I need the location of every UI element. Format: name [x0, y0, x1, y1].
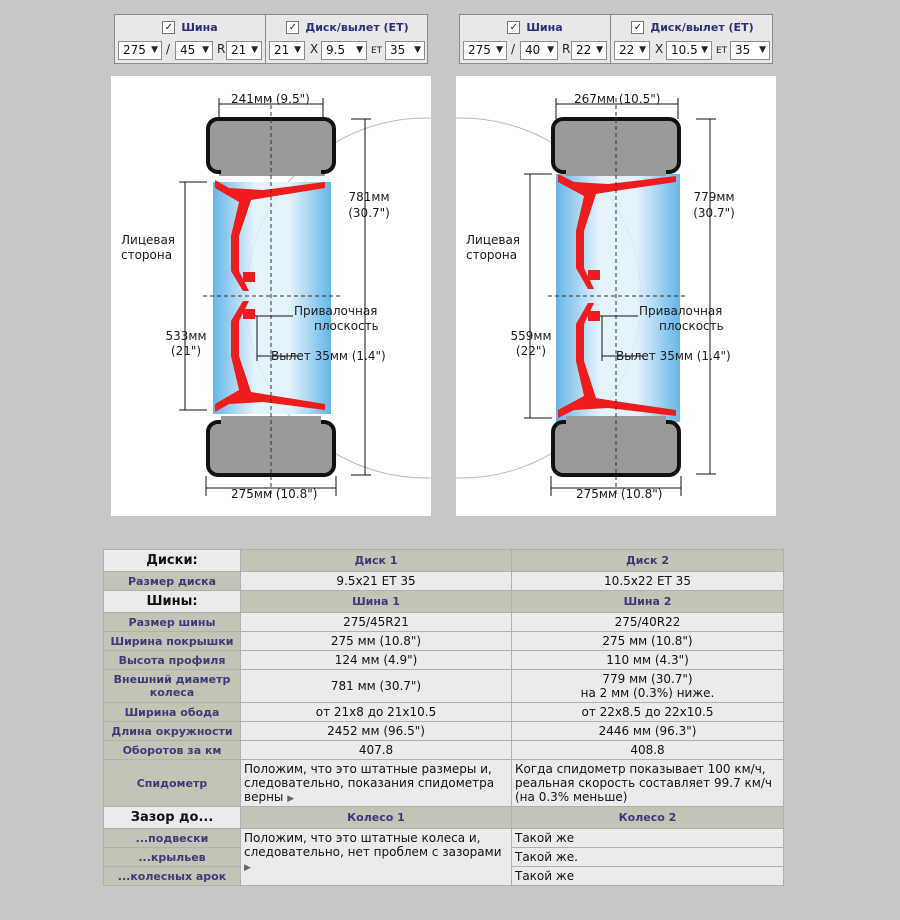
x-separator: X: [655, 42, 664, 56]
et-separator: ET: [371, 46, 383, 56]
profile-height-1: 124 мм (4.9"): [241, 651, 512, 670]
tire-profile-select[interactable]: 40 ▼: [520, 41, 558, 60]
fenders-2: Такой же.: [512, 848, 784, 867]
circumference-1: 2452 мм (96.5"): [241, 722, 512, 741]
tire-width-label: 275мм (10.8"): [231, 487, 318, 501]
tire-width-select[interactable]: 275 ▼: [118, 41, 162, 60]
expand-arrow-icon[interactable]: ▶: [244, 863, 251, 873]
profile-height-label: Высота профиля: [104, 651, 241, 670]
face-side-label-2: сторона: [466, 248, 518, 262]
disk-diameter-select[interactable]: 22 ▼: [614, 41, 650, 60]
rim-diameter-mm-label: 559мм: [510, 329, 552, 343]
revs-label: Оборотов за км: [104, 741, 241, 760]
outer-diameter-2-value: 779 мм (30.7"): [602, 672, 693, 686]
table-row: [104, 632, 784, 651]
tire-width-1: 275 мм (10.8"): [241, 632, 512, 651]
disk-width-select[interactable]: 9.5 ▼: [321, 41, 367, 60]
rim-diameter-in-label: (22"): [515, 344, 547, 358]
tire-check-label: Шина: [526, 20, 563, 34]
x-separator: X: [310, 42, 319, 56]
rim-diameter-mm-label: 533мм: [165, 329, 207, 343]
disk-checkbox[interactable]: ✓: [286, 21, 299, 34]
tire-width-label: 275мм (10.8"): [576, 487, 663, 501]
rim-diameter-in-label: (21"): [170, 344, 202, 358]
mount-plane-label: Привалочная: [294, 304, 378, 318]
face-side-label-2: сторона: [121, 248, 173, 262]
comparison-table: [103, 549, 784, 886]
disk-size-label: Размер диска: [104, 572, 241, 591]
speedo-1-cell[interactable]: [241, 760, 512, 807]
table-row: [104, 722, 784, 741]
speedo-label: Спидометр: [104, 760, 241, 807]
outer-diameter-mm-label: 779мм: [693, 190, 735, 204]
clearance-1: Положим, что это штатные колеса и, следовательно, нет проблем с зазорами: [244, 831, 502, 859]
mount-plane-label-2: плоскость: [659, 319, 724, 333]
arches-label: ...колесных арок: [104, 867, 241, 886]
tires-section-header: Шины:: [104, 591, 241, 613]
disk1-header: Диск 1: [241, 550, 512, 572]
disk-width-select[interactable]: 10.5 ▼: [666, 41, 712, 60]
table-row: [104, 703, 784, 722]
table-row: [104, 760, 784, 807]
face-side-label: Лицевая: [466, 233, 521, 247]
expand-arrow-icon[interactable]: ▶: [287, 794, 295, 804]
outer-diameter-label: Внешний диаметр колеса: [104, 670, 241, 703]
face-side-label: Лицевая: [121, 233, 176, 247]
tire-rim-select[interactable]: 22 ▼: [571, 41, 607, 60]
slash-separator: /: [166, 42, 171, 56]
table-row: [104, 651, 784, 670]
wheel2-header: Колесо 2: [512, 807, 784, 829]
et-separator: ET: [716, 46, 728, 56]
disks-section-header: Диски:: [104, 550, 241, 572]
outer-diameter-2: [512, 670, 784, 703]
disk2-header: Диск 2: [512, 550, 784, 572]
speedo-2: Когда спидометр показывает 100 км/ч, реальная скорость составляет 99.7 км/ч (на 0.3% меньше): [512, 760, 784, 807]
clearance-header-row: [104, 807, 784, 829]
clearance-1-cell[interactable]: [241, 829, 512, 886]
tire-size-label: Размер шины: [104, 613, 241, 632]
outer-diameter-2-diff: на 2 мм (0.3%) ниже.: [580, 686, 715, 700]
circumference-2: 2446 мм (96.3"): [512, 722, 784, 741]
disk-size-2: 10.5x22 ET 35: [512, 572, 784, 591]
suspension-label: ...подвески: [104, 829, 241, 848]
outer-diameter-in-label: (30.7"): [693, 206, 735, 220]
rim-width-1: от 21x8 до 21x10.5: [241, 703, 512, 722]
wheel-diagram-1: [111, 76, 431, 516]
wheel-cross-section-drawing: [456, 76, 776, 516]
revs-2: 408.8: [512, 741, 784, 760]
table-row: [104, 613, 784, 632]
tire-width-2: 275 мм (10.8"): [512, 632, 784, 651]
disk-check-label: Диск/вылет (ET): [305, 20, 409, 34]
table-row: [104, 670, 784, 703]
tire-checkbox[interactable]: ✓: [507, 21, 520, 34]
fenders-label: ...крыльев: [104, 848, 241, 867]
profile-height-2: 110 мм (4.3"): [512, 651, 784, 670]
mount-plane-label: Привалочная: [639, 304, 723, 318]
rim-width-label: Ширина обода: [104, 703, 241, 722]
mount-plane-label-2: плоскость: [314, 319, 379, 333]
tire-selector-1: [114, 14, 428, 64]
tires-header-row: [104, 591, 784, 613]
disk-check-header[interactable]: [611, 15, 774, 39]
disk-check-header[interactable]: [266, 15, 429, 39]
outer-diameter-mm-label: 781мм: [348, 190, 390, 204]
outer-diameter-1: 781 мм (30.7"): [241, 670, 512, 703]
r-separator: R: [217, 42, 226, 56]
tire-width-label: Ширина покрышки: [104, 632, 241, 651]
revs-1: 407.8: [241, 741, 512, 760]
slash-separator: /: [511, 42, 516, 56]
disk-width-label: 267мм (10.5"): [574, 92, 661, 106]
tire-selector-2: [459, 14, 773, 64]
disk-diameter-select[interactable]: 21 ▼: [269, 41, 305, 60]
speedo-1: Положим, что это штатные размеры и, следовательно, показания спидометра верны: [244, 762, 495, 804]
table-row: [104, 829, 784, 848]
wheel1-header: Колесо 1: [241, 807, 512, 829]
rim-width-2: от 22x8.5 до 22x10.5: [512, 703, 784, 722]
tire-size-1: 275/45R21: [241, 613, 512, 632]
circumference-label: Длина окружности: [104, 722, 241, 741]
disk-et-select[interactable]: 35 ▼: [730, 41, 770, 60]
table-row: [104, 741, 784, 760]
r-separator: R: [562, 42, 571, 56]
tire2-header: Шина 2: [512, 591, 784, 613]
tire-size-2: 275/40R22: [512, 613, 784, 632]
disk-size-1: 9.5x21 ET 35: [241, 572, 512, 591]
arches-2: Такой же: [512, 867, 784, 886]
wheel-cross-section-drawing: [111, 76, 431, 516]
tire-check-header[interactable]: [460, 15, 610, 39]
offset-label: Вылет 35мм (1.4"): [616, 349, 731, 363]
clearance-section-header: Зазор до...: [104, 807, 241, 829]
table-row: [104, 572, 784, 591]
disks-header-row: [104, 550, 784, 572]
disk-width-label: 241мм (9.5"): [231, 92, 310, 106]
disk-et-select[interactable]: 35 ▼: [385, 41, 425, 60]
outer-diameter-in-label: (30.7"): [348, 206, 390, 220]
tire-profile-select[interactable]: 45 ▼: [175, 41, 213, 60]
tire-check-header[interactable]: [115, 15, 265, 39]
disk-checkbox[interactable]: ✓: [631, 21, 644, 34]
tire-checkbox[interactable]: ✓: [162, 21, 175, 34]
suspension-2: Такой же: [512, 829, 784, 848]
tire-check-label: Шина: [181, 20, 218, 34]
tire-rim-select[interactable]: 21 ▼: [226, 41, 262, 60]
wheel-diagram-2: [456, 76, 776, 516]
disk-check-label: Диск/вылет (ET): [650, 20, 754, 34]
offset-label: Вылет 35мм (1.4"): [271, 349, 386, 363]
tire-width-select[interactable]: 275 ▼: [463, 41, 507, 60]
tire1-header: Шина 1: [241, 591, 512, 613]
